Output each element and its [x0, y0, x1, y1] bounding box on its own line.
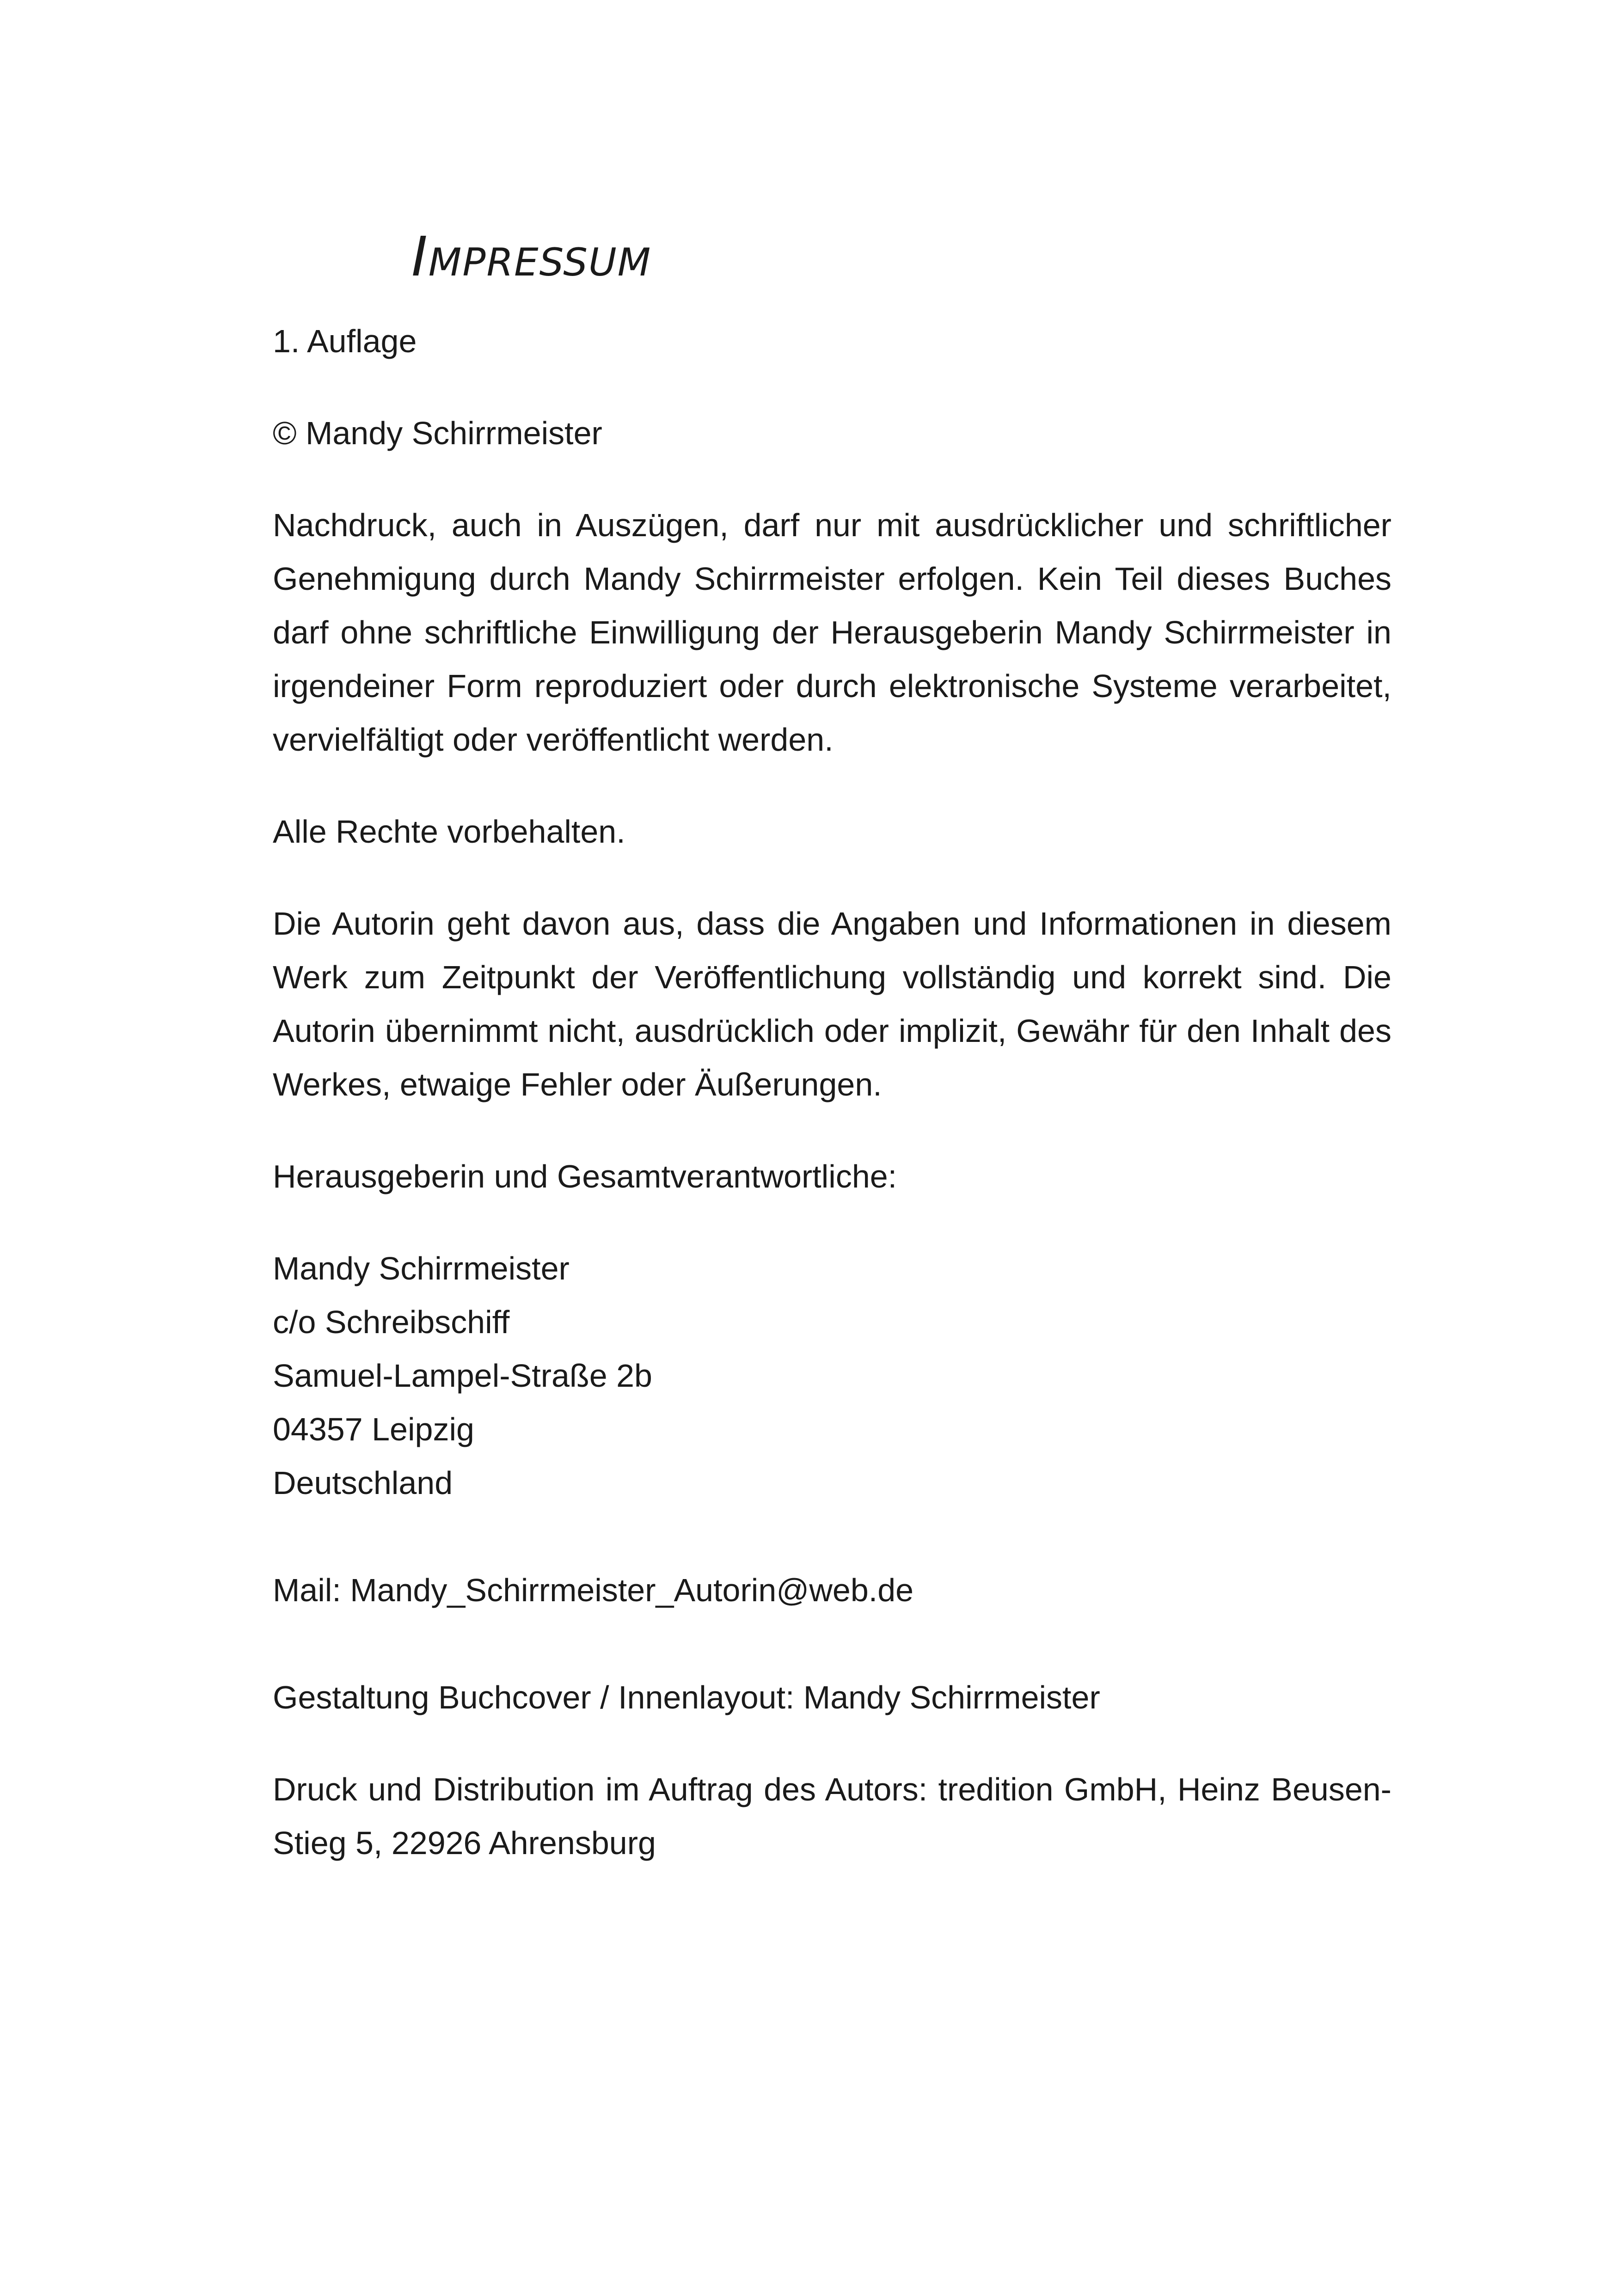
page-title: Impressum: [411, 225, 652, 288]
rights-line: Alle Rechte vorbehalten.: [273, 814, 625, 850]
imprint-content: [273, 314, 1391, 1870]
edition-line: 1. Auflage: [273, 323, 417, 359]
disclaimer-paragraph: Die Autorin geht davon aus, dass die Angaben und Informationen in diesem Werk zum Zeitpunkt der Veröffentlichung vollständig und korrekt sind. Die Autorin übernimmt nicht, ausdrücklich oder implizit, Gewähr für den Inhalt des Werkes, etwaige Fehler oder Äußerungen.: [273, 906, 1391, 1102]
copyright-line: © Mandy Schirrmeister: [273, 415, 602, 451]
design-credit: Gestaltung Buchcover / Innenlayout: Mandy Schirrmeister: [273, 1679, 1100, 1715]
publisher-heading: Herausgeberin und Gesamtverantwortliche:: [273, 1158, 897, 1194]
publisher-address: [273, 1242, 1391, 1510]
mail-line: Mail: Mandy_Schirrmeister_Autorin@web.de: [273, 1572, 914, 1608]
address-street: Samuel-Lampel-Straße 2b: [273, 1358, 652, 1394]
address-care-of: c/o Schreibschiff: [273, 1304, 510, 1340]
address-name: Mandy Schirrmeister: [273, 1250, 570, 1286]
reprint-notice: Nachdruck, auch in Auszügen, darf nur mit ausdrücklicher und schriftlicher Genehmigung durch Mandy Schirrmeister erfolgen. Kein Teil dieses Buches darf ohne schriftliche Einwilligung der Herausgeberin Mandy Schirrmeister in irgendeiner Form reproduziert oder durch elektronische Systeme verarbeitet, vervielfältigt oder veröffentlicht werden.: [273, 507, 1391, 758]
address-country: Deutschland: [273, 1465, 453, 1501]
print-credit: Druck und Distribution im Auftrag des Autors: tredition GmbH, Heinz Beusen-Stieg 5, 22926 Ahrensburg: [273, 1771, 1391, 1861]
address-city: 04357 Leipzig: [273, 1411, 474, 1447]
